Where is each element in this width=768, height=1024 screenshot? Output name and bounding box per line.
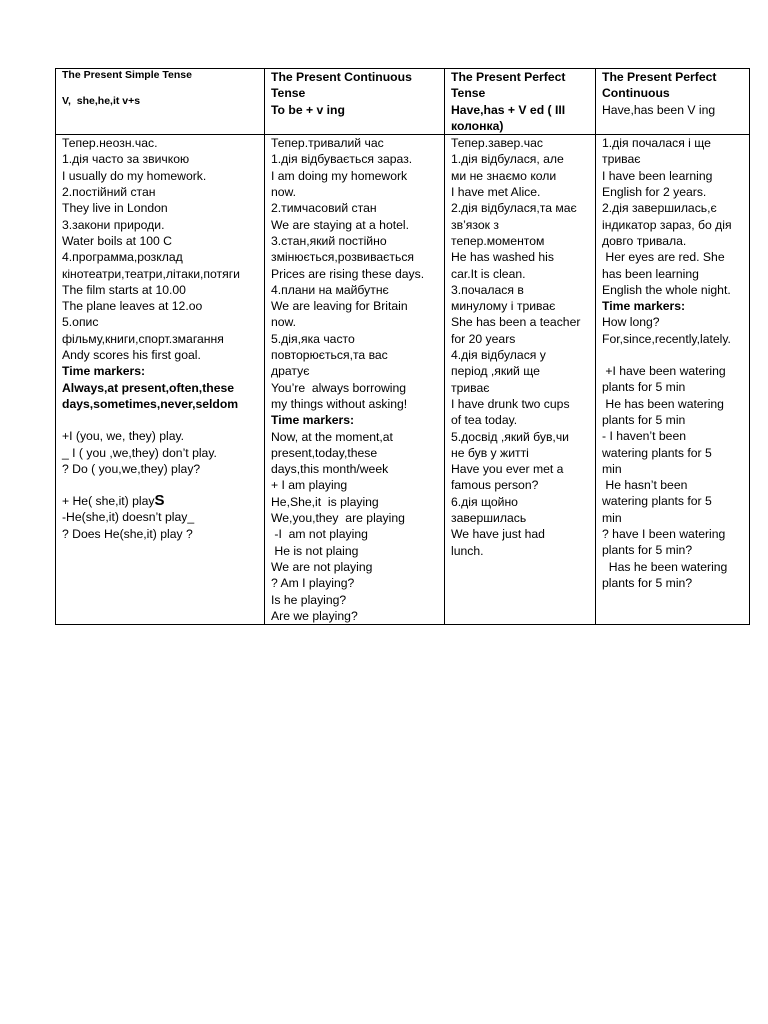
- text-line: [271, 592, 440, 608]
- line-text: 1.дія відбулася, але: [451, 152, 564, 167]
- text-line: [451, 543, 591, 559]
- line-text: +I have been watering: [602, 364, 726, 379]
- line-text: plants for 5 min: [602, 412, 686, 427]
- present-simple-column: [56, 135, 265, 625]
- line-text: 2.дія відбулася,та має: [451, 201, 577, 216]
- header-formula-line: Have,has + V ed ( III: [451, 102, 566, 117]
- line-text: 5.досвід ,який був,чи: [451, 429, 569, 444]
- text-line: [62, 314, 260, 330]
- line-text: Prices are rising these days.: [271, 266, 425, 281]
- text-line: [62, 461, 260, 477]
- text-line: [62, 412, 260, 428]
- line-text: не був у житті: [451, 445, 529, 460]
- text-line: [602, 184, 745, 200]
- text-line: [451, 412, 591, 428]
- text-line: [451, 168, 591, 184]
- header-present-perfect-continuous: [596, 69, 750, 135]
- line-text: present,today,these: [271, 445, 378, 460]
- line-text: He hasn’t been: [602, 478, 688, 493]
- line-text: He,She,it is playing: [271, 494, 379, 509]
- line-text: 3.почалася в: [451, 282, 524, 297]
- line-text: - I haven’t been: [602, 429, 687, 444]
- text-line: [451, 151, 591, 167]
- text-line: [271, 200, 440, 216]
- line-text: She has been a teacher: [451, 315, 581, 330]
- text-line: [602, 510, 745, 526]
- header-title-line: The Present Continuous: [271, 70, 412, 84]
- text-line: [271, 363, 440, 379]
- line-text: ? have I been watering: [602, 527, 726, 542]
- line-text: The film starts at 10.00: [62, 282, 186, 297]
- line-text: Тепер.завер.час: [451, 136, 543, 151]
- time-markers-line: [62, 380, 260, 396]
- line-text: _ I ( you ,we,they) don’t play.: [62, 445, 217, 460]
- text-line: [271, 543, 440, 559]
- line-text: період ,який ще: [451, 364, 540, 379]
- line-text: Тепер.неозн.час.: [62, 136, 158, 151]
- line-text: 4.программа,розклад: [62, 250, 183, 265]
- line-text: We are staying at a hotel.: [271, 217, 409, 232]
- header-present-continuous: [265, 69, 445, 135]
- line-text: The plane leaves at 12.oo: [62, 299, 203, 314]
- line-text: now.: [271, 185, 297, 200]
- text-line: [271, 298, 440, 314]
- present-continuous-column: [265, 135, 445, 625]
- line-text: Are we playing?: [271, 608, 358, 623]
- text-line: [602, 461, 745, 477]
- line-text: індикатор зараз, бо дія: [602, 217, 732, 232]
- text-line: [271, 608, 440, 624]
- line-text: Andy scores his first goal.: [62, 348, 201, 363]
- line-text: famous person?: [451, 478, 539, 493]
- line-text: He is not plaing: [271, 543, 359, 558]
- header-spacer: [62, 82, 260, 95]
- line-text: зв’язок з: [451, 217, 499, 232]
- line-text: plants for 5 min: [602, 380, 686, 395]
- present-perfect-column: [445, 135, 596, 625]
- text-line: [602, 168, 745, 184]
- text-line: [62, 428, 260, 444]
- text-line: [271, 314, 440, 330]
- content-row: [56, 135, 750, 625]
- text-line: [451, 380, 591, 396]
- line-text: English the whole night.: [602, 282, 731, 297]
- text-line: [62, 249, 260, 265]
- text-line: [62, 135, 260, 151]
- text-line: [271, 396, 440, 412]
- line-text: days,this month/week: [271, 462, 389, 477]
- text-line: [271, 510, 440, 526]
- time-markers-line: [602, 298, 745, 314]
- text-line: [62, 168, 260, 184]
- text-line: [271, 461, 440, 477]
- line-text: now.: [271, 315, 297, 330]
- text-line: [271, 380, 440, 396]
- line-text: Time markers:: [271, 413, 355, 428]
- line-text: 2.тимчасовий стан: [271, 201, 377, 216]
- line-text: повторюється,та вас: [271, 348, 388, 363]
- present-perfect-continuous-column: [596, 135, 750, 625]
- text-line: [62, 331, 260, 347]
- line-text: -I am not playing: [271, 527, 368, 542]
- text-line: [271, 266, 440, 282]
- text-line: [602, 445, 745, 461]
- text-line: [271, 217, 440, 233]
- text-line: [602, 249, 745, 265]
- line-text: min: [602, 510, 622, 525]
- line-text: I have met Alice.: [451, 185, 541, 200]
- text-line: [451, 331, 591, 347]
- line-text: 6.дія щойно: [451, 494, 518, 509]
- line-text: 4.плани на майбутнє: [271, 282, 389, 297]
- line-text: 2.постійний стан: [62, 185, 156, 200]
- header-formula-line: колонка): [451, 118, 504, 133]
- text-line: [602, 396, 745, 412]
- line-text: ми не знаємо коли: [451, 168, 557, 183]
- text-line: [271, 151, 440, 167]
- line-text: Her eyes are red. She: [602, 250, 725, 265]
- line-text: 1.дія часто за звичкою: [62, 152, 190, 167]
- line-text: ? Do ( you,we,they) play?: [62, 461, 201, 476]
- line-text: довго тривала.: [602, 233, 687, 248]
- line-text: For,since,recently,lately.: [602, 331, 731, 346]
- text-line: [451, 217, 591, 233]
- text-line: [602, 526, 745, 542]
- text-line: [602, 233, 745, 249]
- text-line: [602, 493, 745, 509]
- text-line: [451, 347, 591, 363]
- line-text: Water boils at 100 C: [62, 233, 172, 248]
- line-text: Has he been watering: [602, 559, 728, 574]
- header-title-line: Continuous: [602, 86, 670, 101]
- text-line: [602, 363, 745, 379]
- line-text: Have you ever met a: [451, 462, 564, 477]
- line-text: I have been learning: [602, 168, 713, 183]
- line-text: plants for 5 min?: [602, 575, 693, 590]
- text-line: [602, 559, 745, 575]
- line-text: завершилась: [451, 511, 527, 526]
- line-text: Time markers:: [602, 299, 686, 314]
- text-line: [62, 477, 260, 493]
- header-row: [56, 69, 750, 135]
- line-text: We,you,they are playing: [271, 511, 405, 526]
- line-text: 5.опис: [62, 315, 99, 330]
- line-text: We have just had: [451, 527, 545, 542]
- line-text: кінотеатри,театри,літаки,потяги: [62, 266, 240, 281]
- header-title: The Present Simple Tense: [62, 69, 192, 81]
- line-text: They live in London: [62, 201, 168, 216]
- text-line: [271, 233, 440, 249]
- text-line: [62, 151, 260, 167]
- line-text: Тепер.тривалий час: [271, 136, 384, 151]
- text-line: [602, 282, 745, 298]
- line-text: We are leaving for Britain: [271, 299, 408, 314]
- line-text: + He( she,it) play: [62, 494, 155, 509]
- text-line: [62, 347, 260, 363]
- text-line: [62, 493, 260, 509]
- header-present-simple: [56, 69, 265, 135]
- line-text: watering plants for 5: [602, 445, 712, 460]
- text-line: [451, 461, 591, 477]
- line-text: I usually do my homework.: [62, 168, 207, 183]
- text-line: [602, 428, 745, 444]
- text-line: [451, 510, 591, 526]
- header-title-line: The Present Perfect: [451, 70, 566, 84]
- text-line: [602, 266, 745, 282]
- text-line: [451, 298, 591, 314]
- header-present-perfect: [445, 69, 596, 135]
- text-line: [271, 282, 440, 298]
- line-text: Is he playing?: [271, 592, 347, 607]
- text-line: [451, 477, 591, 493]
- line-text: You’re always borrowing: [271, 380, 407, 395]
- line-text: 5.дія,яка часто: [271, 331, 355, 346]
- text-line: [451, 314, 591, 330]
- text-line: [451, 135, 591, 151]
- text-line: [62, 526, 260, 542]
- header-formula: To be + v ing: [271, 102, 345, 117]
- line-text: триває: [602, 152, 641, 167]
- text-line: [602, 347, 745, 363]
- line-text: змінюється,розвивається: [271, 250, 415, 265]
- line-text: watering plants for 5: [602, 494, 712, 509]
- text-line: [271, 347, 440, 363]
- header-title-line: The Present Perfect: [602, 70, 717, 84]
- text-line: [451, 396, 591, 412]
- line-text: тепер.моментом: [451, 233, 545, 248]
- text-line: [62, 509, 260, 525]
- line-text: триває: [451, 380, 490, 395]
- text-line: [62, 266, 260, 282]
- header-title-line: Tense: [271, 86, 306, 101]
- line-text: 3.закони природи.: [62, 217, 165, 232]
- text-line: [451, 494, 591, 510]
- line-text: ? Does He(she,it) play ?: [62, 526, 193, 541]
- text-line: [602, 412, 745, 428]
- line-text: my things without asking!: [271, 396, 408, 411]
- text-line: [271, 494, 440, 510]
- text-line: [451, 429, 591, 445]
- time-markers-line: [62, 363, 260, 379]
- text-line: [271, 445, 440, 461]
- time-markers-line: [62, 396, 260, 412]
- text-line: [451, 282, 591, 298]
- tense-comparison-table: [55, 68, 750, 625]
- line-text: 1.дія відбувається зараз.: [271, 152, 413, 167]
- text-line: [271, 559, 440, 575]
- text-line: [451, 445, 591, 461]
- line-text: дратує: [271, 364, 310, 379]
- line-text: He has been watering: [602, 396, 724, 411]
- text-line: [271, 575, 440, 591]
- text-line: [62, 445, 260, 461]
- line-text: He has washed his: [451, 250, 554, 265]
- line-text: days,sometimes,never,seldom: [62, 396, 239, 411]
- text-line: [451, 363, 591, 379]
- line-text: min: [602, 461, 622, 476]
- text-line: [451, 184, 591, 200]
- line-text: of tea today.: [451, 413, 518, 428]
- line-text: has been learning: [602, 266, 699, 281]
- line-text: минулому і триває: [451, 299, 556, 314]
- text-line: [451, 233, 591, 249]
- line-text: for 20 years: [451, 331, 516, 346]
- text-line: [62, 217, 260, 233]
- text-line: [62, 233, 260, 249]
- text-line: [271, 331, 440, 347]
- text-line: [62, 184, 260, 200]
- text-line: [602, 151, 745, 167]
- text-line: [602, 542, 745, 558]
- text-line: [271, 526, 440, 542]
- line-text: 2.дія завершилась,є: [602, 201, 717, 216]
- text-line: [451, 249, 591, 265]
- line-text: I have drunk two cups: [451, 396, 570, 411]
- text-line: [602, 135, 745, 151]
- suffix-s: S: [154, 492, 165, 510]
- line-text: фільму,книги,спорт.змагання: [62, 331, 224, 346]
- text-line: [602, 477, 745, 493]
- line-text: Now, at the moment,at: [271, 429, 393, 444]
- text-line: [602, 331, 745, 347]
- text-line: [271, 168, 440, 184]
- line-text: lunch.: [451, 543, 484, 558]
- text-line: [451, 266, 591, 282]
- line-text: -He(she,it) doesn’t play_: [62, 510, 195, 525]
- text-line: [62, 298, 260, 314]
- text-line: [602, 200, 745, 216]
- text-line: [602, 314, 745, 330]
- text-line: [62, 200, 260, 216]
- line-text: We are not playing: [271, 559, 373, 574]
- text-line: [271, 477, 440, 493]
- header-formula: Have,has been V ing: [602, 102, 716, 117]
- line-text: plants for 5 min?: [602, 543, 693, 558]
- text-line: [602, 575, 745, 591]
- line-text: I am doing my homework: [271, 168, 408, 183]
- text-line: [602, 379, 745, 395]
- text-line: [62, 282, 260, 298]
- text-line: [451, 200, 591, 216]
- time-markers-line: [271, 412, 440, 428]
- line-text: 3.стан,який постійно: [271, 233, 387, 248]
- text-line: [602, 217, 745, 233]
- line-text: Time markers:: [62, 364, 146, 379]
- text-line: [271, 249, 440, 265]
- line-text: car.It is clean.: [451, 266, 526, 281]
- text-line: [271, 135, 440, 151]
- line-text: + I am playing: [271, 478, 348, 493]
- header-formula: V, she,he,it v+s: [62, 95, 141, 107]
- line-text: English for 2 years.: [602, 185, 707, 200]
- line-text: 4.дія відбулася у: [451, 348, 546, 363]
- line-text: ? Am I playing?: [271, 576, 355, 591]
- line-text: +I (you, we, they) play.: [62, 429, 185, 444]
- header-title-line: Tense: [451, 86, 486, 101]
- text-line: [451, 526, 591, 542]
- line-text: 1.дія почалася і ще: [602, 136, 711, 151]
- line-text: How long?: [602, 315, 660, 330]
- text-line: [271, 429, 440, 445]
- text-line: [271, 184, 440, 200]
- line-text: Always,at present,often,these: [62, 380, 235, 395]
